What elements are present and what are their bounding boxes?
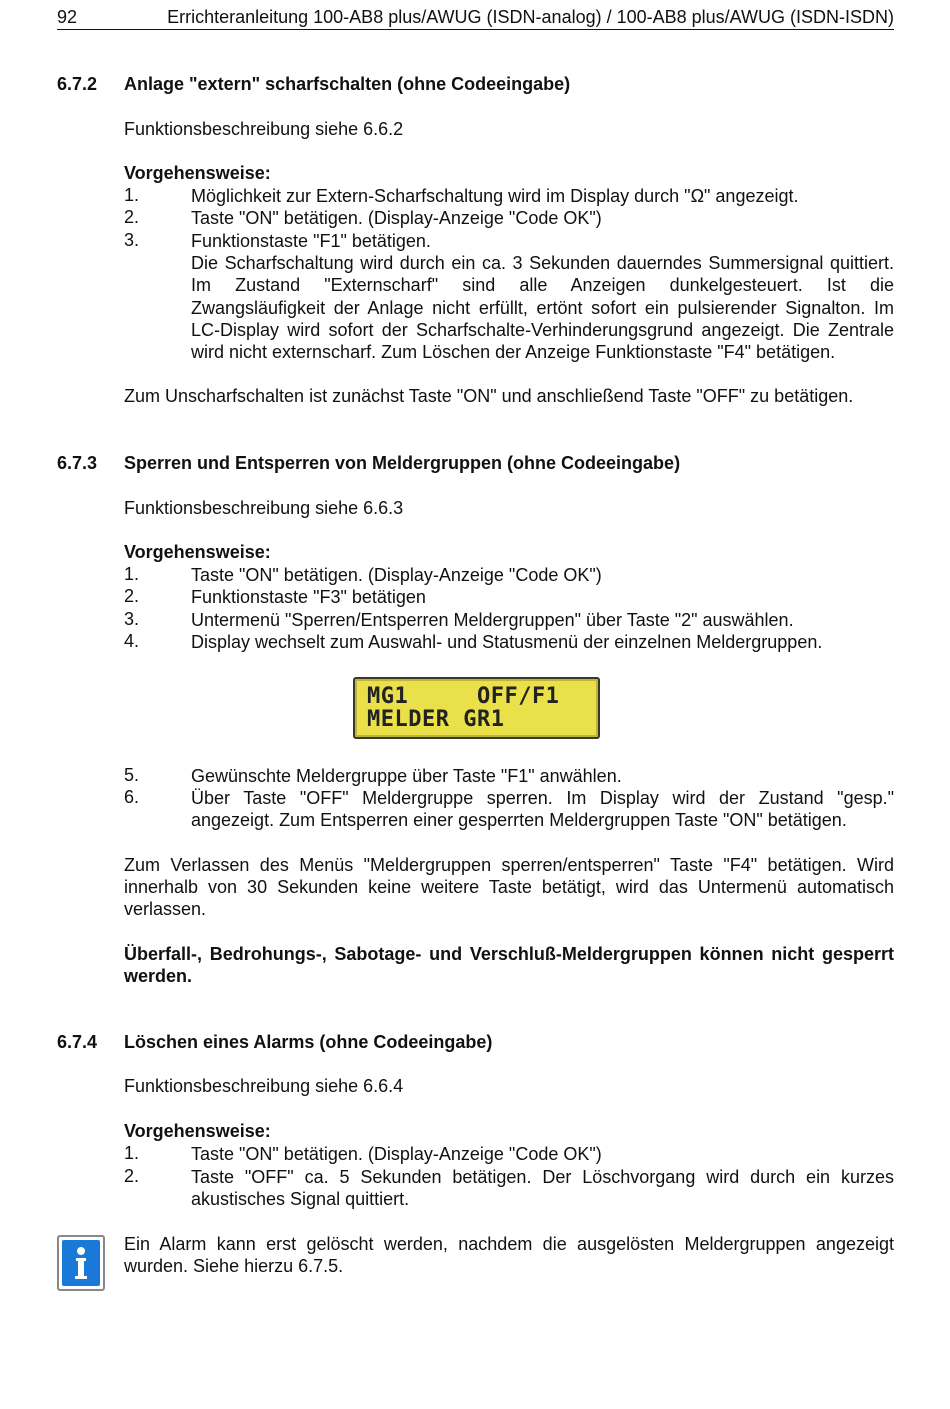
step-number: 2. xyxy=(124,586,140,606)
procedure-label: Vorgehensweise: xyxy=(124,1121,271,1141)
paragraph-line: wurden. Siehe hierzu 6.7.5. xyxy=(124,1256,344,1277)
section-title: Anlage "extern" scharfschalten (ohne Codeeingabe) xyxy=(124,74,571,94)
note-text: Zum Unscharfschalten ist zunächst Taste "ON" und anschließend Taste "OFF" zu betätigen. xyxy=(124,386,854,406)
paragraph-line: werden. xyxy=(124,966,193,987)
step-number: 4. xyxy=(124,631,140,651)
step-text: Funktionstaste "F1" betätigen. xyxy=(191,231,431,251)
step-number: 1. xyxy=(124,564,140,584)
page-number: 92 xyxy=(57,7,78,27)
info-paragraph xyxy=(124,1233,894,1277)
paragraph-line: Überfall-, Bedrohungs-, Sabotage- und Verschluß-Meldergruppen können nicht gesperrt xyxy=(124,944,894,964)
lcd-line-1: MG1 OFF/F1 xyxy=(367,684,560,709)
paragraph-line: verlassen. xyxy=(124,899,207,920)
step-text: Im Zustand "Externscharf" sind alle Anzeigen dunkelgesteuert. Ist die xyxy=(191,275,894,296)
step-text: wird nicht externscharf. Zum Löschen der Anzeige Funktionstaste "F4" betätigen. xyxy=(191,342,836,363)
lcd-display xyxy=(353,677,600,739)
step-text: Möglichkeit zur Extern-Scharfschaltung wird im Display durch "Ω" angezeigt. xyxy=(191,186,799,206)
step-number: 6. xyxy=(124,787,140,807)
step-text: Funktionstaste "F3" betätigen xyxy=(191,587,426,607)
procedure-label: Vorgehensweise: xyxy=(124,163,271,183)
step-number: 2. xyxy=(124,1166,140,1186)
paragraph-line: innerhalb von 30 Sekunden keine weitere Taste betätigt, wird das Untermenü automatisch xyxy=(124,877,894,898)
function-reference: Funktionsbeschreibung siehe 6.6.4 xyxy=(124,1076,404,1096)
step-text: Taste "ON" betätigen. (Display-Anzeige "Code OK") xyxy=(191,208,602,228)
step-number: 5. xyxy=(124,765,140,785)
step-text: Untermenü "Sperren/Entsperren Meldergruppen" über Taste "2" auswählen. xyxy=(191,610,794,630)
step-number: 2. xyxy=(124,207,140,227)
document-title: Errichteranleitung 100-AB8 plus/AWUG (ISDN-analog) / 100-AB8 plus/AWUG (ISDN-ISDN) xyxy=(167,7,894,27)
menu-exit-paragraph xyxy=(124,854,894,921)
step-text: Taste "ON" betätigen. (Display-Anzeige "Code OK") xyxy=(191,565,602,585)
step-text: Über Taste "OFF" Meldergruppe sperren. Im Display wird der Zustand "gesp." xyxy=(191,788,894,808)
info-icon xyxy=(57,1235,105,1291)
step-number: 1. xyxy=(124,1143,140,1163)
step-text: LC-Display wird sofort der Scharfschalte-Verhinderungsgrund angezeigt. Die Zentrale xyxy=(191,319,894,340)
function-reference: Funktionsbeschreibung siehe 6.6.2 xyxy=(124,119,404,139)
step-text: akustisches Signal quittiert. xyxy=(191,1189,410,1210)
page-header xyxy=(57,5,894,30)
section-number: 6.7.2 xyxy=(57,74,98,94)
section-heading-673 xyxy=(57,453,680,474)
step-text: Die Scharfschaltung wird durch ein ca. 3 Sekunden dauerndes Summersignal quittiert. xyxy=(191,253,894,274)
function-reference: Funktionsbeschreibung siehe 6.6.3 xyxy=(124,498,404,518)
paragraph-line: Zum Verlassen des Menüs "Meldergruppen sperren/entsperren" Taste "F4" betätigen. Wird xyxy=(124,855,894,875)
step-number: 1. xyxy=(124,185,140,205)
step-text: Taste "OFF" ca. 5 Sekunden betätigen. Der Löschvorgang wird durch ein kurzes xyxy=(191,1167,894,1187)
lcd-line-2: MELDER GR1 xyxy=(367,707,505,732)
step-text: Gewünschte Meldergruppe über Taste "F1" anwählen. xyxy=(191,766,622,786)
section-title: Sperren und Entsperren von Meldergruppen (ohne Codeeingabe) xyxy=(124,453,681,473)
step-number: 3. xyxy=(124,609,140,629)
section-number: 6.7.3 xyxy=(57,453,98,473)
warning-paragraph xyxy=(124,943,894,987)
step-text: Taste "ON" betätigen. (Display-Anzeige "Code OK") xyxy=(191,1144,602,1164)
procedure-label: Vorgehensweise: xyxy=(124,542,271,562)
step-number: 3. xyxy=(124,230,140,250)
step-text: Display wechselt zum Auswahl- und Statusmenü der einzelnen Meldergruppen. xyxy=(191,632,823,652)
section-heading-674 xyxy=(57,1032,492,1053)
section-title: Löschen eines Alarms (ohne Codeeingabe) xyxy=(124,1032,493,1052)
section-number: 6.7.4 xyxy=(57,1032,98,1052)
step-text: angezeigt. Zum Entsperren einer gesperrten Meldergruppen Taste "ON" betätigen. xyxy=(191,810,847,831)
paragraph-line: Ein Alarm kann erst gelöscht werden, nachdem die ausgelösten Meldergruppen angezeigt xyxy=(124,1234,894,1254)
step-text: Zwangsläufigkeit der Anlage nicht erfüllt, ertönt sofort ein pulsierender Signalton. Im xyxy=(191,297,894,318)
section-heading-672 xyxy=(57,74,570,95)
